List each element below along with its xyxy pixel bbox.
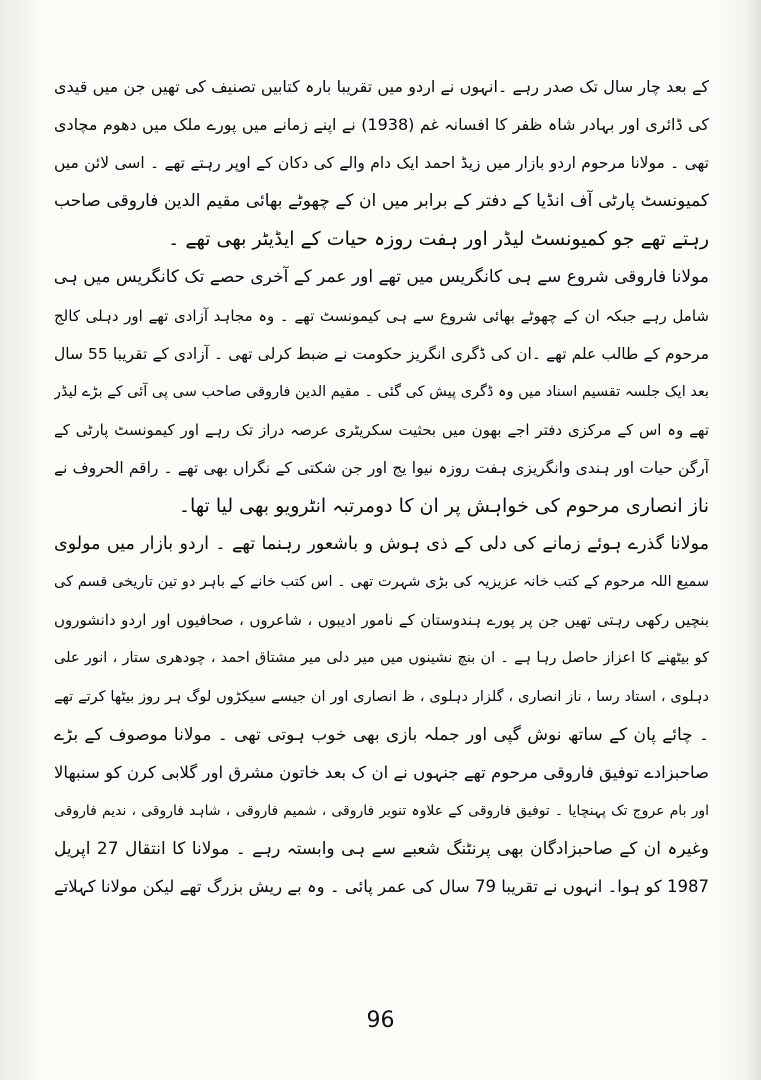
text-line: تھی ۔ مولانا مرحوم اردو بازار میں زیڈ احمد ایک دام والے کی دکان کے اوپر رہتے تھے ۔ اسی لائن میں xyxy=(54,154,709,173)
urdu-text-block xyxy=(54,68,709,906)
text-line: کمیونسٹ پارٹی آف انڈیا کے دفتر کے برابر میں ان کے چھوٹے بھائی مقیم الدین فاروقی صاحب xyxy=(54,191,709,212)
text-line: شامل رہے جبکہ ان کے چھوٹے بھائی شروع سے ہی کیمونسٹ تھے ۔ وہ مجاہد آزادی تھے اور دہلی کالج xyxy=(54,306,709,325)
text-line: مولانا فاروقی شروع سے ہی کانگریس میں تھے اور عمر کے آخری حصے تک کانگریس میں ہی xyxy=(54,267,709,288)
text-line: کو بیٹھنے کا اعزاز حاصل رہا ہے ۔ ان بنچ نشینوں میں میر دلی میر مشتاق احمد ، چودھری ستار ، انور علی xyxy=(54,650,709,667)
text-line: وغیرہ ان کے صاحبزادگان بھی پرنٹنگ شعبے سے ہی وابستہ رہے ۔ مولانا کا انتقال 27 اپریل xyxy=(54,838,709,859)
text-line: تھے وہ اس کے مرکزی دفتر اجے بھون میں بحثیت سکریٹری عرصہ دراز تک رہے اور کیمونسٹ پارٹی کے xyxy=(54,420,709,439)
text-line: کی ڈائری اور بہادر شاہ ظفر کا افسانہ غم (1938) نے اپنے زمانے میں پورے ملک میں دھوم مچادی xyxy=(54,115,709,135)
text-line: مرحوم کے طالب علم تھے ۔ان کی ڈگری انگریز حکومت نے ضبط کرلی تھی ۔ آزادی کے تقریبا 55 سال xyxy=(54,344,709,363)
text-line: بنچیں رکھی رہتی تھیں جن پر پورے ہندوستان کے نامور ادیبوں ، شاعروں ، صحافیوں اور اردو دانشوروں xyxy=(54,611,709,630)
paragraph-end-line: ناز انصاری مرحوم کی خواہش پر ان کا دومرتبہ انٹرویو بھی لیا تھا۔ xyxy=(178,495,709,518)
text-line: کے بعد چار سال تک صدر رہے ۔انہوں نے اردو میں تقریبا بارہ کتابیں تصنیف کی تھیں جن میں قیدی xyxy=(54,77,709,96)
page-number: 96 xyxy=(366,1008,395,1033)
text-line: ۔ چائے پان کے ساتھ نوش گپی اور جملہ بازی بھی خوب ہوتی تھی ۔ مولانا موصوف کے بڑے xyxy=(54,724,709,745)
text-line: سمیع اللہ مرحوم کے کتب خانہ عزیزیہ کی بڑی شہرت تھی ۔ اس کتب خانے کے باہر دو تین تاریخی قسم کی xyxy=(54,574,709,591)
text-line: دہلوی ، استاد رسا ، ناز انصاری ، گلزار دہلوی ، ظ انصاری اور ان جیسے سیکڑوں لوگ ہر روز بیٹھا کرتے تھے xyxy=(54,688,709,705)
scan-edge-shadow xyxy=(743,0,761,1080)
text-line: اور بام عروج تک پہنچایا ۔ توفیق فاروقی کے علاوہ تنویر فاروقی ، شمیم فاروقی ، شاہد فاروقی ، ندیم فاروقی xyxy=(54,802,709,819)
text-line: صاحبزادے توفیق فاروقی مرحوم تھے جنہوں نے ان ک بعد خاتون مشرق اور گلابی کرن کو سنبھالا xyxy=(54,762,709,782)
paragraph-end-line: رہتے تھے جو کمیونسٹ لیڈر اور ہفت روزہ حیات کے ایڈیٹر بھی تھے ۔ xyxy=(168,228,709,251)
text-line: مولانا گذرے ہوئے زمانے کی دلی کے ذی ہوش و باشعور رہنما تھے ۔ اردو بازار میں مولوی xyxy=(54,534,709,555)
text-line: 1987 کو ہوا۔ انہوں نے تقریبا 79 سال کی عمر پائی ۔ وہ بے ریش بزرگ تھے لیکن مولانا کہلاتے xyxy=(54,876,709,896)
text-line: بعد ایک جلسہ تقسیم اسناد میں وہ ڈگری پیش کی گئی ۔ مقیم الدین فاروقی صاحب سی پی آئی کے بڑے لیڈر xyxy=(54,383,709,400)
text-line: آرگن حیات اور ہندی وانگریزی ہفت روزہ نیوا یج اور جن شکتی کے نگراں بھی تھے ۔ راقم الحروف نے xyxy=(54,458,709,477)
